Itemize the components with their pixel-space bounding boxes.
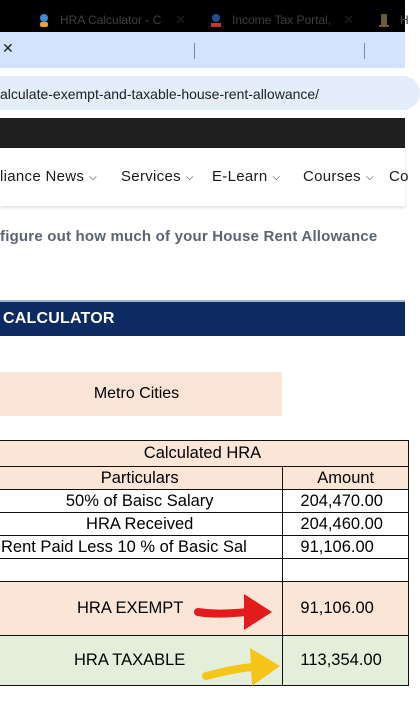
red-arrow-icon: [196, 588, 278, 634]
tab-label: Income Tax Portal,: [232, 13, 332, 27]
hra-favicon-icon: [36, 12, 52, 28]
tab-label: H: [400, 13, 409, 27]
close-tab-icon[interactable]: ✕: [2, 40, 14, 56]
nav-item-compliance-news[interactable]: [0, 168, 97, 185]
nav-item-label: Co: [389, 168, 409, 185]
chevron-down-icon: ⌵: [365, 172, 374, 183]
table-title: Calculated HRA: [0, 441, 409, 467]
tab-hra-calculator[interactable]: [36, 4, 186, 36]
amount-cell: 91,106.00: [283, 536, 409, 559]
calculator-title: CALCULATOR: [3, 310, 115, 327]
tab-third[interactable]: [376, 4, 409, 36]
calculator-header: [0, 300, 405, 336]
nav-item-label: liance News: [0, 168, 85, 185]
hra-exempt-amount: 91,106.00: [283, 582, 409, 636]
particular-cell: 50% of Baisc Salary: [0, 490, 283, 513]
yellow-arrow-icon: [200, 640, 284, 690]
address-bar: [0, 68, 405, 118]
tab-separator: [194, 43, 195, 59]
city-type-option[interactable]: [0, 372, 282, 416]
tab-label: HRA Calculator - C: [60, 13, 162, 27]
empty-cell: [0, 559, 283, 582]
hra-taxable-amount: 113,354.00: [283, 636, 409, 686]
income-tax-favicon-icon: [208, 12, 224, 28]
intro-text: figure out how much of your House Rent Allowance: [0, 228, 378, 245]
amount-cell: 204,460.00: [283, 513, 409, 536]
nav-item-label: E-Learn: [212, 168, 268, 185]
chevron-down-icon: ⌵: [185, 172, 194, 183]
tab-income-tax-portal[interactable]: [208, 4, 354, 36]
nav-item-label: Courses: [303, 168, 361, 185]
tab-separator: [364, 43, 365, 59]
table-row: [0, 490, 409, 513]
emblem-favicon-icon: [376, 12, 392, 28]
url-text[interactable]: alculate-exempt-and-taxable-house-rent-allowance/: [0, 86, 320, 102]
nav-item-services[interactable]: [121, 168, 194, 185]
particular-cell: Rent Paid Less 10 % of Basic Sal: [0, 536, 283, 559]
site-navigation: [0, 148, 409, 206]
column-header-particulars: Particulars: [0, 467, 283, 490]
table-row-empty: [0, 559, 409, 582]
empty-cell: [283, 559, 409, 582]
city-type-label: Metro Cities: [93, 385, 180, 402]
site-top-bar: [0, 118, 405, 148]
column-header-amount: Amount: [283, 467, 409, 490]
close-tab-icon[interactable]: ✕: [175, 12, 186, 27]
particular-cell: HRA Received: [0, 513, 283, 536]
amount-cell: 204,470.00: [283, 490, 409, 513]
nav-item-e-learn[interactable]: [212, 168, 280, 185]
table-row: [0, 513, 409, 536]
hra-exempt-label: HRA EXEMPT: [0, 582, 283, 636]
nav-item-courses[interactable]: [303, 168, 374, 185]
table-row: [0, 536, 409, 559]
chevron-down-icon: ⌵: [89, 172, 98, 183]
chevron-down-icon: ⌵: [272, 172, 281, 183]
nav-item-more[interactable]: [389, 168, 409, 185]
browser-tab-strip: [0, 32, 405, 68]
close-tab-icon[interactable]: ✕: [343, 12, 354, 27]
nav-item-label: Services: [121, 168, 181, 185]
hra-taxable-label: HRA TAXABLE: [0, 636, 283, 686]
